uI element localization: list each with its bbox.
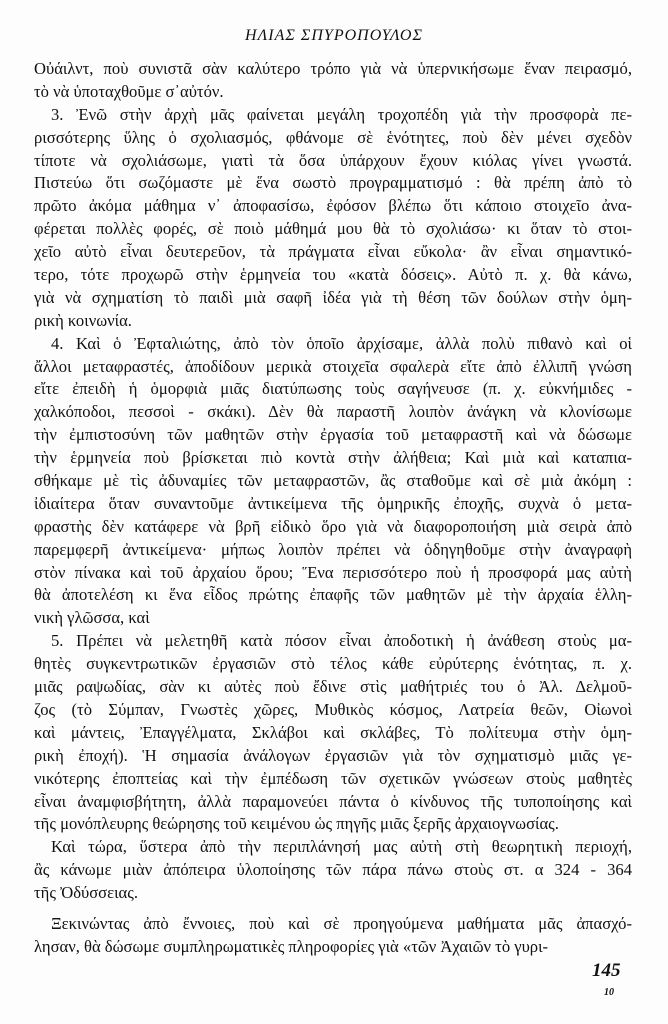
text-line: τῆς μονόπλευρης θεώρησης τοῦ κειμένου ὡς πηγῆς μιᾶς ξερῆς ἀρχαιογνωσίας. (34, 814, 559, 834)
text-line: ἂς κάνωμε μιὰν ἀπόπειρα ὑλοποίησης τῶν πάρα πάνω στοὺς στ. α 324 - 364 (34, 860, 632, 880)
text-line: 5. Πρέπει νὰ μελετηθῆ κατὰ πόσον εἶναι ἀποδοτικὴ ἡ ἀνάθεση στοὺς μα- (51, 631, 632, 651)
text-line: 4. Καὶ ὁ Ἐφταλιώτης, ἀπὸ τὸν ὁποῖο ἀρχίσαμε, ἀλλὰ πολὺ πιθανὸ καὶ οἱ (51, 333, 632, 353)
text-line: τερο, τότε προχωρῶ στὴν ἑρμηνεία του «κατὰ δόσεις». Αὐτὸ π. χ. θὰ κάνω, (34, 265, 632, 285)
text-line: ἰδιαίτερα ὅταν συναντοῦμε ἀντικείμενα τῆς ὁμηρικῆς ἐποχῆς, συχνὰ ὁ μετα- (34, 493, 632, 513)
text-line: καὶ μάντεις, Ἐπαγγέλματα, Σκλάβοι καὶ σκλάβες, Τὸ πολίτευμα στὴν ὁμη- (34, 722, 632, 742)
paragraph (34, 58, 632, 104)
text-line: θὰ ἀποτελέση κι ἕνα εἶδος πρώτης ἐπαφῆς τῶν μαθητῶν μὲ τὴν ἀρχαία ἑλλη- (34, 585, 632, 605)
text-line: εἶναι ἀναμφισβήτητη, ἀλλὰ παραμονεύει πάντα ὁ κίνδυνος τῆς τυποποίησης καὶ (34, 791, 632, 811)
text-line: πρῶτο ἀκόμα μάθημα ν᾽ ἀποφασίσω, ἐφόσον βλέπω ὅτι κάποιο στοιχεῖο ἀνα- (34, 196, 632, 216)
text-line: ζος (τὸ Σύμπαν, Γνωστὲς χῶρες, Μυθικὸς κόσμος, Λατρεία θεῶν, Οἰωνοὶ (34, 699, 632, 719)
paragraph (34, 630, 632, 836)
text-line: φέρεται πολλὲς φορές, σὲ ποιὸ μάθημά μου θὰ τὸ σχολιάσω· κι ὅταν τὸ στοι- (34, 219, 632, 239)
text-line: ἄλλοι μεταφραστές, ἀποδίδουν μερικὰ στοιχεῖα σφαλερὰ εἴτε ἀπὸ ἐλλιπῆ γνώση (34, 356, 632, 376)
text-line: Οὐάιλντ, ποὺ συνιστᾶ σὰν καλύτερο τρόπο γιὰ νὰ ὑπερνικήσωμε ἕναν πειρασμό, (34, 59, 632, 78)
text-line: γιὰ νὰ σχηματίση τὸ παιδὶ μιὰ σαφῆ ἰδέα γιὰ τὴ θέση τῶν δούλων στὴν ὁμη- (34, 287, 632, 307)
text-line: εἴτε ἐπειδὴ ἡ ὁμορφιὰ μιᾶς διατύπωσης τοὺς σαγήνευσε (π. χ. εὐκνήμιδες - (34, 379, 632, 399)
text-line: Καὶ τώρα, ὕστερα ἀπὸ τὴν περιπλάνησή μας αὐτὴ στὴ θεωρητικὴ περιοχή, (51, 837, 632, 857)
paragraph (34, 836, 632, 905)
text-line: Ξεκινώντας ἀπὸ ἔννοιες, ποὺ καὶ σὲ προηγούμενα μαθήματα μᾶς ἀπασχό- (51, 913, 632, 933)
text-line: Πιστεύω ὅτι σωζόμαστε μὲ ἕνα σωστὸ προγραμματισμό : θὰ πρέπη ἀπὸ τὸ (34, 173, 632, 193)
text-line: νικὴ γλῶσσα, καὶ (34, 608, 150, 628)
text-line: ρικὴ ἐποχή). Ἡ σημασία ἀνάλογων ἐργασιῶν γιὰ τὸν σχηματισμὸ μιᾶς γε- (34, 745, 632, 765)
text-line: ρισσότερης ὕλης ὁ σχολιασμός, φθάνομε σὲ ἑνότητες, ποὺ δὲν μένει σχεδὸν (34, 127, 632, 147)
text-line: λησαν, θὰ δώσωμε συμπληρωματικὲς πληροφορίες γιὰ «τῶν Ἀχαιῶν τὸ γυρι- (34, 936, 549, 956)
paragraph (34, 104, 632, 333)
text-line: φραστὴς δὲν κατάφερε νὰ βρῆ εἰδικὸ ὅρο γιὰ νὰ διαφοροποιήση μιὰ σειρὰ ἀπὸ (34, 516, 632, 536)
text-line: μιᾶς ραψωδίας, σὰν κι αὐτὲς ποὺ ἔδινε στὶς μαθήτριές του ὁ Ἀλ. Δελμοῦ- (34, 677, 632, 697)
running-header: ΗΛΙΑΣ ΣΠΥΡΟΠΟΥΛΟΣ (245, 27, 423, 44)
text-line: ρικὴ κοινωνία. (34, 310, 132, 330)
text-line: παρεμφερῆ ἀντικείμενα· μήπως λοιπὸν πρέπει νὰ ὁδηγηθοῦμε στὴν ἀναγραφὴ (34, 539, 632, 559)
text-line: χαλκόποδοι, πεσσοὶ - σκάκι). Δὲν θὰ παραστῆ λοιπὸν ἀνάγκη νὰ κλονίσωμε (34, 402, 632, 422)
text-line: τῆς Ὀδύσσειας. (34, 883, 138, 903)
text-line: χεῖο αὐτὸ εἶναι δευτερεῦον, τὰ πράγματα εἶναι εὔκολα· ἂν εἶναι σημαντικό- (34, 242, 632, 262)
text-line: θητὲς συγκεντρωτικῶν ἐργασιῶν στὸ τέλος κάθε εὐρύτερης ἑνότητας, π. χ. (34, 654, 632, 674)
page-number: 145 (592, 960, 621, 981)
signature-mark: 10 (604, 987, 614, 998)
text-line: σθήκαμε μὲ τὶς ἀδυναμίες τῶν μεταφραστῶν, ἂς σταθοῦμε καὶ σὲ μιὰ ἀκόμη : (34, 471, 632, 491)
text-line: 3. Ἐνῶ στὴν ἀρχὴ μᾶς φαίνεται μεγάλη τροχοπέδη γιὰ τὴν προσφορὰ πε- (51, 104, 632, 124)
text-line: στὸν πίνακα καὶ τοῦ ἀρχαίου ὅρου; Ἕνα περισσότερο ποὺ ἡ προσφορά μας αὐτὴ (34, 562, 632, 582)
body-text (34, 58, 632, 959)
text-line: τὴν ἑρμηνεία ποὺ βρίσκεται πιὸ κοντὰ στὴν ἀλήθεια; Καὶ μιὰ καὶ καταπια- (34, 448, 632, 468)
paragraph (34, 913, 632, 959)
text-line: τὸ νὰ ὑποταχθοῦμε σ᾽αὐτόν. (34, 81, 224, 101)
text-line: νικότερης ἐποπτείας καὶ τὴν ἐμπέδωση τῶν σχετικῶν γνώσεων στοὺς μαθητὲς (34, 768, 632, 788)
paragraph (34, 333, 632, 631)
text-line: τίποτε νὰ σχολιάσωμε, γιατὶ τὰ ὅσα ὑπάρχουν ἔχουν κιόλας γίνει γνωστά. (34, 150, 632, 170)
text-line: τὴν ἐμπιστοσύνη τῶν μαθητῶν στὴν ἐργασία τοῦ μεταφραστῆ καὶ νὰ δώσωμε (34, 425, 632, 445)
